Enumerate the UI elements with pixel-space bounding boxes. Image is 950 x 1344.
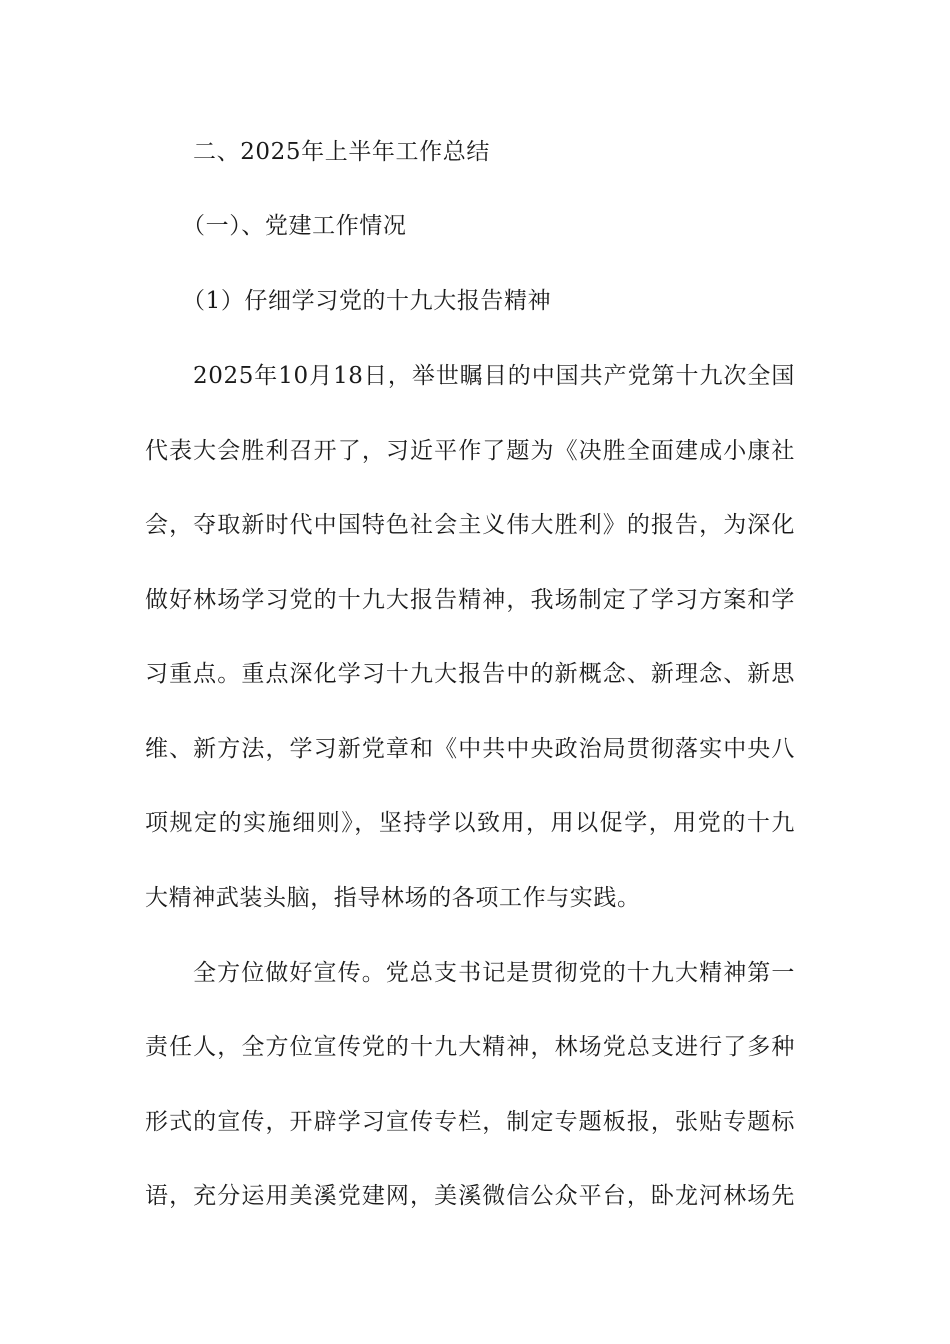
paragraph-line: 形式的宣传，开辟学习宣传专栏，制定专题板报，张贴专题标 (145, 1109, 795, 1135)
paragraph-line: 习重点。重点深化学习十九大报告中的新概念、新理念、新思 (145, 661, 795, 687)
paragraph-line: 语，充分运用美溪党建网，美溪微信公众平台，卧龙河林场先 (145, 1183, 795, 1209)
paragraph-line: 项规定的实施细则》，坚持学以致用，用以促学，用党的十九 (145, 810, 795, 836)
sub-subsection-heading: （1）仔细学习党的十九大报告精神 (182, 288, 552, 314)
paragraph-line: 会，夺取新时代中国特色社会主义伟大胜利》的报告，为深化 (145, 512, 795, 538)
paragraph-line: 责任人，全方位宣传党的十九大精神，林场党总支进行了多种 (145, 1034, 795, 1060)
subsection-heading: （一）、党建工作情况 (182, 213, 407, 239)
paragraph-line: 2025年10月18日，举世瞩目的中国共产党第十九次全国 (193, 363, 795, 389)
section-heading: 二、2025年上半年工作总结 (193, 139, 490, 165)
paragraph-line: 做好林场学习党的十九大报告精神，我场制定了学习方案和学 (145, 587, 795, 613)
paragraph-line: 维、新方法，学习新党章和《中共中央政治局贯彻落实中央八 (145, 736, 795, 762)
paragraph-line: 大精神武装头脑，指导林场的各项工作与实践。 (145, 885, 641, 911)
paragraph-line: 全方位做好宣传。党总支书记是贯彻党的十九大精神第一 (193, 960, 795, 986)
paragraph-line: 代表大会胜利召开了，习近平作了题为《决胜全面建成小康社 (145, 438, 795, 464)
